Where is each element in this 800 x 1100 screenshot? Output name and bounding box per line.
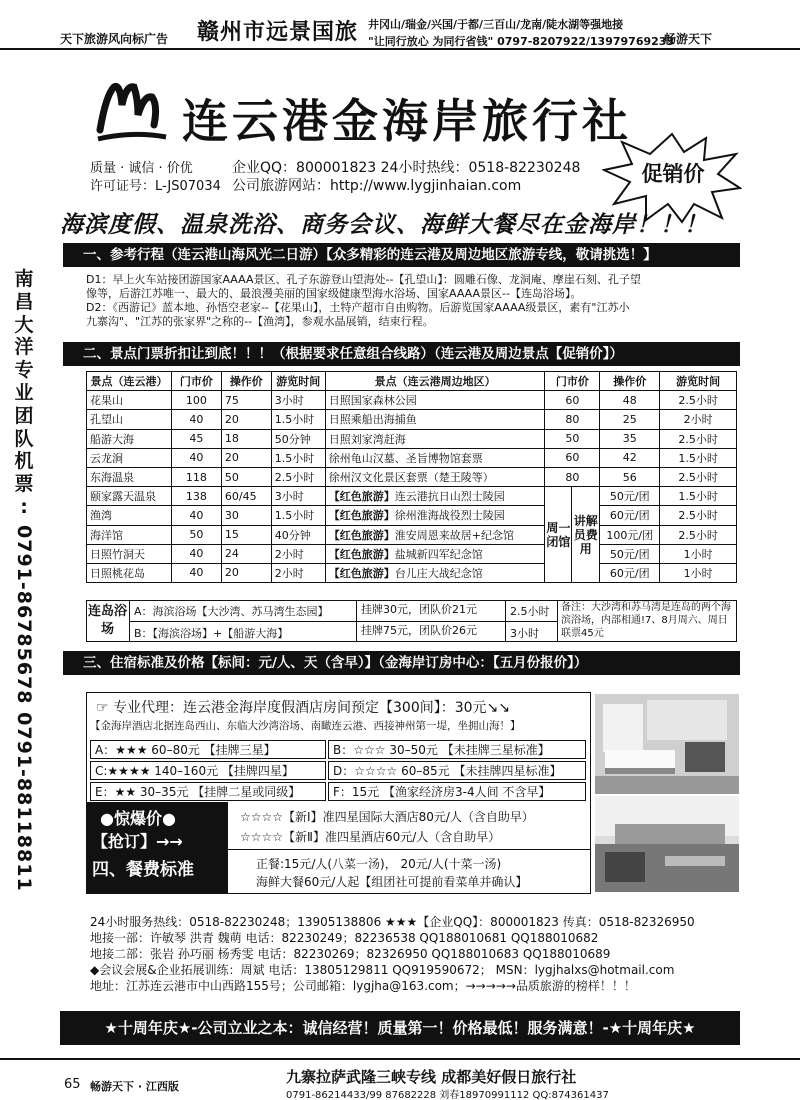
cell — [325, 544, 545, 563]
cell: 20 — [221, 448, 271, 467]
cell: 40 — [171, 544, 221, 563]
cell: 1.5小时 — [271, 448, 325, 467]
shock-price-block — [86, 802, 228, 894]
side-char: 票 — [14, 473, 34, 496]
cell: 2.5小时 — [271, 467, 325, 486]
cell: 颐家露天温泉 — [87, 487, 172, 506]
cell: 18 — [221, 429, 271, 448]
side-phone: 0791-86785678 0791-88118811 — [13, 524, 35, 892]
lianda-b-price: 挂牌75元，团队价26元 — [356, 621, 506, 642]
meal-line2: 海鲜大餐60元/人起【组团社可提前看菜单并确认】 — [256, 875, 528, 889]
lianda-b: B：【海滨浴场】+【船游大海】 — [134, 627, 289, 640]
th: 门市价 — [545, 372, 600, 391]
section4-title: 四、餐费标准 — [92, 860, 194, 880]
company-name: 连云港金海岸旅行社 — [182, 94, 632, 148]
red-tag: 【红色旅游】 — [328, 509, 395, 523]
cell: 80 — [545, 467, 600, 486]
hotel-room-photo — [595, 694, 739, 794]
rate-d-text: D：☆☆☆☆ 60–85元 — [333, 764, 450, 778]
cell: 56 — [600, 467, 660, 486]
lianda-a-time: 2.5小时 — [510, 605, 550, 618]
cell: 日照国家森林公园 — [325, 391, 545, 410]
slogan: 海滨度假、温泉洗浴、商务会议、海鲜大餐尽在金海岸！！！ — [60, 212, 708, 238]
red-site: 徐州淮海战役烈士陵园 — [394, 509, 505, 523]
table-row — [87, 563, 737, 582]
rate-b-text: B：☆☆☆ 30–50元 — [333, 743, 438, 757]
hotel-new2: ☆☆☆☆【新Ⅱ】准四星酒店60元/人（含自助早） — [240, 830, 501, 844]
cell: 60 — [545, 448, 600, 467]
side-char: 队 — [14, 427, 34, 450]
top-header — [0, 0, 800, 50]
cell: 1小时 — [660, 563, 737, 582]
side-char: 南 — [14, 268, 34, 290]
cell: 100元/团 — [600, 525, 660, 544]
red-tag: 【红色旅游】 — [328, 528, 395, 542]
cell: 日照刘家湾赶海 — [325, 429, 545, 448]
page-number: 65 — [64, 1077, 81, 1092]
rate-c — [90, 761, 326, 780]
contact-info — [90, 914, 695, 994]
cell: 40 — [171, 410, 221, 429]
cell: 60元/团 — [600, 506, 660, 525]
side-char: 大 — [14, 313, 34, 336]
footer-ad-title: 九寨拉萨武隆三峡专线 成都美好假日旅行社 — [286, 1068, 577, 1086]
cell — [325, 525, 545, 544]
cell: 60/45 — [221, 487, 271, 506]
table-row — [87, 391, 737, 410]
itinerary-d2a: D2：《西游记》蓝本地、孙悟空老家--【花果山】，土特产超市自由购物。后游览国家AAAA级景区，素有"江苏小 — [86, 301, 630, 314]
rate-a-tag: 【挂牌三星】 — [203, 743, 276, 757]
th: 门市价 — [171, 372, 221, 391]
cell: 1.5小时 — [271, 506, 325, 525]
header-title: 赣州市远景国旅 — [197, 20, 359, 45]
rate-e-text: E：★★ 30–35元 — [95, 785, 189, 799]
company-qq-hotline: 企业QQ：800001823 24小时热线：0518-82230248 — [232, 160, 581, 176]
cell: 50 — [221, 467, 271, 486]
cell: 2.5小时 — [660, 429, 737, 448]
closed-monday-cell — [545, 487, 572, 583]
cell: 42 — [600, 448, 660, 467]
side-char: 专 — [14, 359, 34, 382]
table-row — [87, 544, 737, 563]
red-site: 连云港抗日山烈士陵园 — [394, 490, 505, 504]
red-tag: 【红色旅游】 — [328, 547, 395, 561]
rate-b — [328, 740, 586, 759]
guide-fee-cell — [572, 487, 600, 583]
rate-f-tag: 【渔家经济房3-4人间 不含早】 — [383, 785, 551, 799]
rate-e-tag: 【挂牌二星或同级】 — [192, 785, 301, 799]
itinerary-d1a: D1：早上火车站接团游国家AAAA景区、孔子东游登山望海处--【孔望山】：圆雕石像、龙洞庵、摩崖石刻、孔子望 — [86, 273, 641, 286]
hotel-location: 【金海岸酒店北据连岛西山、东临大沙湾浴场、南瞰连云港、西接神州第一堤，坐拥山海！】 — [90, 720, 521, 732]
side-ticket-ad — [4, 268, 44, 891]
contact-line: 24小时服务热线：0518-82230248；13905138806 ★★★【企业QQ】：800001823 传真：0518-82326950 — [90, 915, 695, 929]
cell: 1小时 — [660, 544, 737, 563]
cell: 50元/团 — [600, 544, 660, 563]
itinerary-d2b: 九寨沟"、"江苏的张家界"之称的--【渔湾】，参观水晶展销，结束行程。 — [86, 315, 434, 328]
cell: 80 — [545, 410, 600, 429]
cell: 日照乘船出海捕鱼 — [325, 410, 545, 429]
cell: 花果山 — [87, 391, 172, 410]
hotel-new1: ☆☆☆☆【新Ⅰ】准四星国际大酒店80元/人（含自助早） — [240, 810, 534, 824]
cell: 60 — [545, 391, 600, 410]
cell: 48 — [600, 391, 660, 410]
rate-e — [90, 782, 326, 801]
cell: 45 — [171, 429, 221, 448]
cell: 海洋馆 — [87, 525, 172, 544]
cell: 日照桃花岛 — [87, 563, 172, 582]
hotel-agent: ☞ 专业代理：连云港金海岸度假酒店房间预定【300间】：30元↘↘ — [96, 700, 510, 716]
promo-label: 促销价 — [641, 162, 705, 186]
table-row — [87, 448, 737, 467]
cell: 20 — [221, 410, 271, 429]
guide-label: 讲解员费用 — [573, 513, 598, 556]
cell: 40分钟 — [271, 525, 325, 544]
cell: 50元/团 — [600, 487, 660, 506]
footer-ad-phone: 0791-86214433/99 87682228 刘春18970991112 QQ:874361437 — [286, 1090, 609, 1100]
cell: 25 — [600, 410, 660, 429]
cell: 75 — [221, 391, 271, 410]
license-number: 许可证号：L-JS07034 — [90, 179, 221, 194]
contact-line: 地接二部：张岩 孙巧丽 杨秀雯 电话：82230269；82326950 QQ188010683 QQ188010689 — [90, 947, 611, 961]
table-row — [87, 410, 737, 429]
table-row — [87, 525, 737, 544]
side-char: 洋 — [14, 336, 34, 359]
meal-line1: 正餐:15元/人(八菜一汤)， 20元/人(十菜一汤) — [256, 857, 502, 871]
cell: 云龙涧 — [87, 448, 172, 467]
rate-b-tag: 【未挂牌三星标准】 — [441, 743, 550, 757]
cell: 40 — [171, 563, 221, 582]
cell: 渔湾 — [87, 506, 172, 525]
header-left-text: 天下旅游风向标广告 — [60, 32, 169, 46]
section3-bar: 三、住宿标准及价格【标间：元/人、天（含早）】（金海岸订房中心：【五月份报价】） — [63, 651, 740, 675]
rate-a-text: A：★★★ 60–80元 — [95, 743, 200, 757]
section1-bar: 一、参考行程（连云港山海风光二日游）【众多精彩的连云港及周边地区旅游专线，敬请挑选！】 — [63, 243, 740, 267]
cell: 1.5小时 — [660, 448, 737, 467]
th: 操作价 — [600, 372, 660, 391]
company-logo-icon — [92, 75, 172, 145]
table-row — [87, 429, 737, 448]
ticket-header-row — [87, 372, 737, 391]
cell: 2小时 — [271, 563, 325, 582]
red-site: 盐城新四军纪念馆 — [394, 547, 483, 561]
red-site: 台儿庄大战纪念馆 — [394, 566, 483, 580]
cell: 50分钟 — [271, 429, 325, 448]
cell: 2.5小时 — [660, 391, 737, 410]
cell: 2.5小时 — [660, 525, 737, 544]
itinerary-d1b: 像等，后游江苏唯一、最大的、最浪漫美丽的国家级健康型海水浴场、国家AAAA景区--【连岛浴场】。 — [86, 287, 582, 300]
footer-rule — [0, 1058, 800, 1060]
company-website: 公司旅游网站：http://www.lygjinhaian.com — [232, 178, 522, 194]
contact-line: ◆会议会展&企业拓展训练：周斌 电话：13805129811 QQ919590672； MSN：lygjhalxs@hotmail.com — [90, 963, 675, 977]
cell: 40 — [171, 506, 221, 525]
cell: 2.5小时 — [660, 467, 737, 486]
cell: 100 — [171, 391, 221, 410]
cell: 徐州龟山汉墓、圣旨博物馆套票 — [325, 448, 545, 467]
th: 景点（连云港） — [87, 372, 172, 391]
section2-bar: 二、景点门票折扣让到底！！！（根据要求任意组合线路）（连云港及周边景点【促销价】） — [63, 342, 740, 366]
cell: 50 — [545, 429, 600, 448]
header-right-line2: "让同行放心 为同行省钱" 0797-8207922/13979769233 — [368, 35, 675, 48]
anniversary-banner: ★十周年庆★-公司立业之本：诚信经营！质量第一！价格最低！服务满意！-★十周年庆★ — [60, 1011, 740, 1045]
header-right-line1: 井冈山/瑞金/兴国/于都/三百山/龙南/陡水湖等强地接 — [368, 18, 624, 31]
side-char: 团 — [14, 404, 34, 427]
cell: 30 — [221, 506, 271, 525]
cell: 60元/团 — [600, 563, 660, 582]
contact-line: 地址：江苏连云港市中山西路155号；公司邮箱：lygjha@163.com；→→→→→品质旅游的榜样！！！ — [90, 979, 636, 993]
cell: 138 — [171, 487, 221, 506]
meal-divider — [228, 849, 591, 850]
side-char: : — [20, 495, 28, 518]
cell: 船游大海 — [87, 429, 172, 448]
th: 游览时间 — [660, 372, 737, 391]
contact-line: 地接一部：许敏琴 洪青 魏萌 电话：82230249；82236538 QQ188010681 QQ188010682 — [90, 931, 599, 945]
rate-c-tag: 【挂牌四星】 — [221, 764, 294, 778]
cell — [325, 506, 545, 525]
cell: 孔望山 — [87, 410, 172, 429]
rate-d — [328, 761, 586, 780]
side-char: 机 — [14, 450, 34, 473]
cell: 3小时 — [271, 391, 325, 410]
magazine-name: 畅游天下 · 江西版 — [90, 1080, 179, 1093]
cell: 40 — [171, 448, 221, 467]
shock-title: ●惊爆价● — [100, 809, 176, 828]
hotel-exterior-photo — [595, 796, 739, 892]
cell: 24 — [221, 544, 271, 563]
cell: 2.5小时 — [660, 506, 737, 525]
red-site: 淮安周恩来故居+纪念馆 — [394, 528, 514, 542]
side-char: 业 — [14, 381, 34, 404]
table-row — [87, 487, 737, 506]
rate-d-tag: 【未挂牌四星标准】 — [453, 764, 562, 778]
cell: 3小时 — [271, 487, 325, 506]
cell: 2小时 — [271, 544, 325, 563]
rate-f-text: F：15元 — [333, 785, 380, 799]
cell: 15 — [221, 525, 271, 544]
shock-book: 【抢订】→→ — [92, 832, 183, 851]
cell: 50 — [171, 525, 221, 544]
company-motto: 质量 · 诚信 · 价优 — [90, 161, 193, 176]
rate-f — [328, 782, 586, 801]
th: 游览时间 — [271, 372, 325, 391]
cell: 1.5小时 — [271, 410, 325, 429]
cell: 日照竹洞天 — [87, 544, 172, 563]
th: 操作价 — [221, 372, 271, 391]
cell: 东海温泉 — [87, 467, 172, 486]
lianda-b-time: 3小时 — [510, 627, 539, 640]
red-tag: 【红色旅游】 — [328, 566, 395, 580]
table-row — [87, 467, 737, 486]
cell: 35 — [600, 429, 660, 448]
header-far-right: 畅游天下 — [664, 32, 713, 46]
side-char: 昌 — [14, 290, 34, 313]
cell: 徐州汉文化景区套票（楚王陵等） — [325, 467, 545, 486]
itinerary-text — [86, 273, 736, 329]
closed-label: 周一闭馆 — [546, 520, 571, 549]
lianda-label: 连岛浴场 — [86, 600, 130, 642]
lianda-a: A：海滨浴场【大沙湾、苏马湾生态园】 — [134, 605, 329, 618]
th: 景点（连云港周边地区） — [325, 372, 545, 391]
ticket-table — [86, 371, 737, 583]
rate-a — [90, 740, 326, 759]
cell — [325, 487, 545, 506]
lianda-note: 备注：大沙湾和苏马湾是连岛的两个海滨浴场，内部相通!7、8月周六、周日联票45元 — [557, 600, 737, 642]
cell — [325, 563, 545, 582]
cell: 118 — [171, 467, 221, 486]
cell: 2小时 — [660, 410, 737, 429]
lianda-a-price: 挂牌30元，团队价21元 — [356, 600, 506, 621]
red-tag: 【红色旅游】 — [328, 490, 395, 504]
rate-c-text: C:★★★★ 140–160元 — [95, 764, 219, 778]
cell: 1.5小时 — [660, 487, 737, 506]
cell: 20 — [221, 563, 271, 582]
table-row — [87, 506, 737, 525]
